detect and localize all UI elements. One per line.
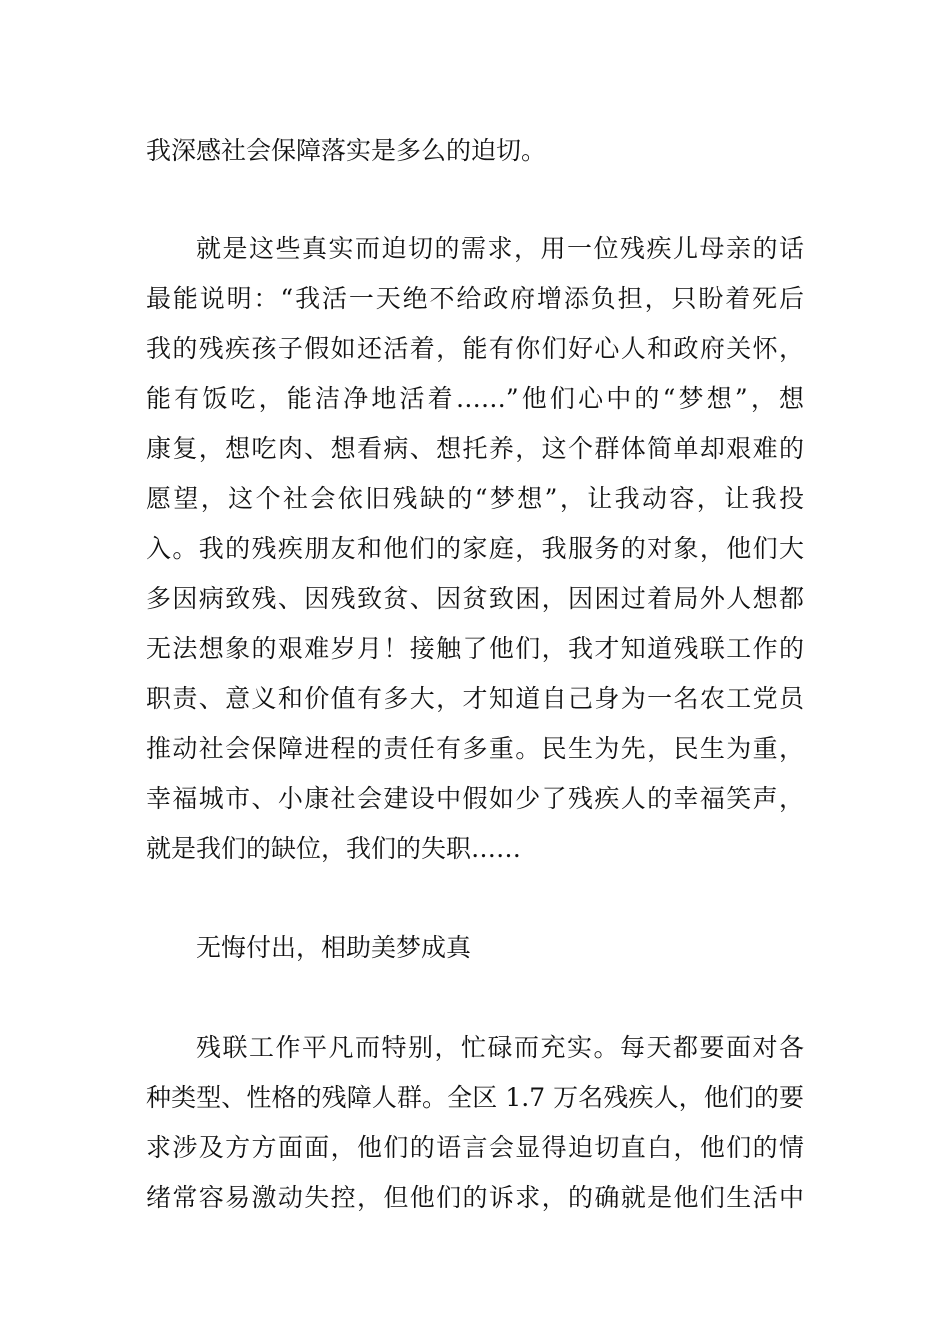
text-line: 幸福城市、小康社会建设中假如少了残疾人的幸福笑声， [146,784,804,813]
text-line: 职责、意义和价值有多大，才知道自己身为一名农工党员 [146,684,804,713]
text-line: 最能说明：“我活一天绝不给政府增添负担，只盼着死后 [146,284,804,313]
text-line: 残联工作平凡而特别，忙碌而充实。每天都要面对各 [196,1033,804,1062]
text-line: 求涉及方方面面，他们的语言会显得迫切直白，他们的情 [146,1133,804,1162]
text-line: 种类型、性格的残障人群。全区 1.7 万名残疾人，他们的要 [146,1083,804,1112]
text-line: 愿望，这个社会依旧残缺的“梦想”，让我动容，让我投 [146,484,804,513]
text-line: 就是我们的缺位，我们的失职…… [146,834,522,863]
text-line: 我的残疾孩子假如还活着，能有你们好心人和政府关怀， [146,334,804,363]
text-line: 能有饭吃，能洁净地活着……”他们心中的“梦想”，想 [146,384,804,413]
text-line: 无法想象的艰难岁月！接触了他们，我才知道残联工作的 [146,634,804,663]
text-line: 多因病致残、因残致贫、因贫致困，因困过着局外人想都 [146,584,804,613]
text-line: 入。我的残疾朋友和他们的家庭，我服务的对象，他们大 [146,534,804,563]
text-line: 绪常容易激动失控，但他们的诉求，的确就是他们生活中 [146,1183,804,1212]
text-line: 就是这些真实而迫切的需求，用一位残疾儿母亲的话 [196,234,804,263]
text-line: 我深感社会保障落实是多么的迫切。 [146,136,547,165]
heading-text: 无悔付出，相助美梦成真 [196,933,472,962]
text-line: 推动社会保障进程的责任有多重。民生为先，民生为重， [146,734,804,763]
text-line: 康复，想吃肉、想看病、想托养，这个群体简单却艰难的 [146,434,804,463]
